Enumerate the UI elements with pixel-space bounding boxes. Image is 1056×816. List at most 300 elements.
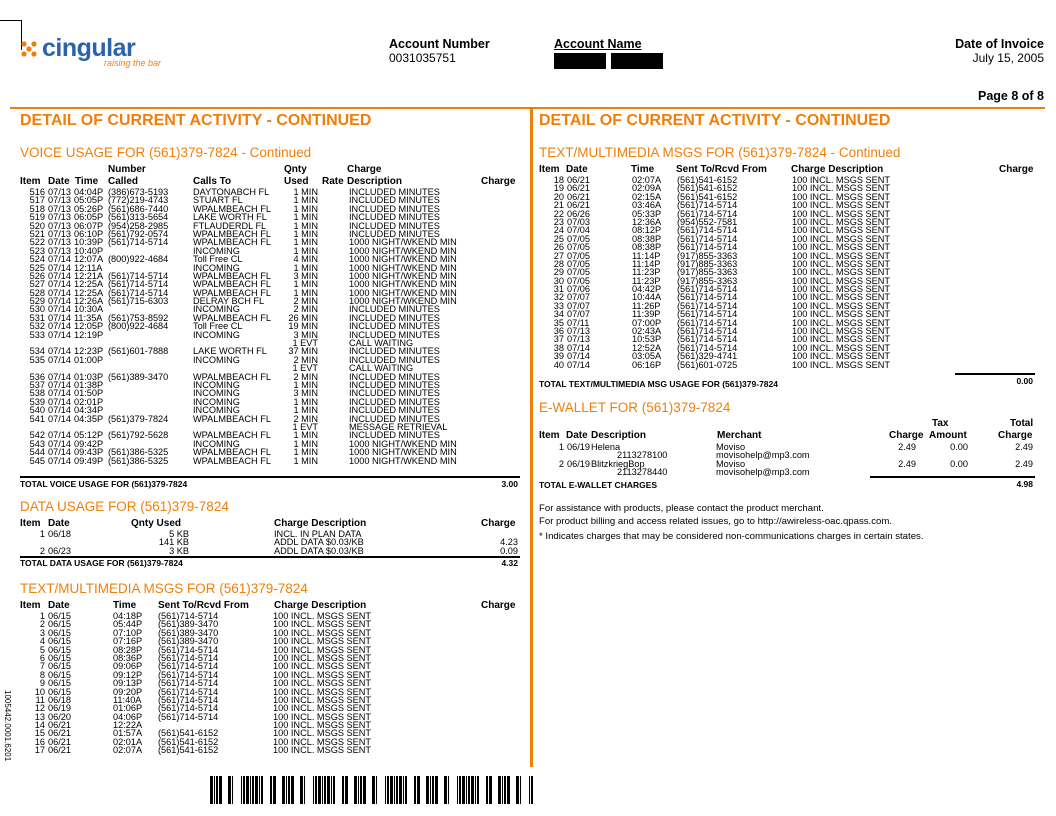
cell-date: 07/13 (48, 212, 71, 223)
col-merchant: Merchant (717, 430, 762, 441)
cell-item: 26 (553, 242, 564, 253)
cell-date: 06/15 (48, 627, 71, 638)
cell-description: 100 INCL. MSGS SENT (792, 216, 891, 227)
table-row (539, 352, 1035, 360)
cell-date: 07/14 (48, 405, 71, 416)
cell-time: 01:06P (113, 703, 143, 714)
barcode-bar (489, 776, 492, 804)
cell-time: 02:09A (632, 183, 662, 194)
cell-description: 100 INCL. MSGS SENT (792, 191, 891, 202)
cell-time: 12:21A (74, 270, 104, 281)
cell-calls-to: WPALMBEACH FL (193, 287, 271, 298)
cell-description: 100 INCL. MSGS SENT (792, 342, 891, 353)
cell-item: 528 (29, 287, 45, 298)
cell-description: INCLUDED MINUTES (349, 312, 440, 323)
cell-date: 07/14 (48, 287, 71, 298)
cell-description: 100 INCL. MSGS SENT (792, 351, 891, 362)
cell-date: 07/14 (48, 388, 71, 399)
barcode-bar (385, 776, 386, 804)
cell-time: 04:42P (632, 284, 662, 295)
cell-time: 01:50P (74, 388, 104, 399)
table-row (539, 243, 1035, 251)
cell-time: 05:05P (74, 195, 104, 206)
cell-description: 100 INCL. MSGS SENT (792, 284, 891, 295)
cell-date: 06/18 (48, 694, 71, 705)
data-total-amount: 4.32 (501, 558, 518, 568)
text-msgs-continued-title: TEXT/MULTIMEDIA MSGS FOR (561)379-7824 - Continued (539, 145, 901, 160)
cell-description: 100 INCL. MSGS SENT (792, 292, 891, 303)
cell-description: 100 INCL. MSGS SENT (273, 636, 372, 647)
cell-item: 20 (553, 191, 564, 202)
cell-time: 09:43P (74, 447, 104, 458)
cell-item: 10 (34, 686, 45, 697)
cell-date: 07/05 (567, 258, 590, 269)
cell-description: 100 INCL. MSGS SENT (273, 694, 372, 705)
barcode-bar (261, 776, 263, 804)
table-row (539, 176, 1035, 184)
table-row (20, 688, 520, 696)
barcode-bar (387, 776, 389, 804)
cell-used: 1 MIN (293, 187, 318, 197)
cell-date: 06/21 (567, 183, 590, 194)
cell-date: 06/19 (567, 458, 590, 469)
cell-date: 07/13 (48, 187, 71, 197)
barcode-bar (243, 776, 245, 804)
col-date: Date (566, 164, 588, 175)
cell-time: 06:16P (632, 359, 662, 370)
cell-time: 04:06P (113, 711, 143, 722)
cell-description: 100 INCL. MSGS SENT (792, 250, 891, 261)
col-item: Item (20, 176, 41, 187)
cell-time: 12:07A (74, 254, 104, 265)
cell-used: 1 MIN (293, 228, 318, 239)
cell-used: 3 MIN (293, 270, 318, 281)
voice-total-amount: 3.00 (501, 479, 518, 489)
cell-used: 1 EVT (292, 338, 318, 349)
cell-used: 1 MIN (293, 237, 318, 248)
cell-used: 1 MIN (293, 430, 318, 441)
cell-description: 100 INCL. MSGS SENT (273, 720, 372, 731)
cell-item: 521 (29, 228, 45, 239)
barcode-bar (403, 776, 404, 804)
cell-date: 07/14 (48, 329, 71, 340)
cell-merchant: Moviso (716, 458, 746, 469)
barcode-bar (318, 776, 321, 804)
cell-time: 11:14P (632, 258, 661, 269)
cell-item: 38 (553, 342, 564, 353)
table-row (20, 538, 520, 546)
cell-sent-to: (561)714-5714 (677, 317, 738, 328)
cell-used: 1 MIN (293, 287, 318, 298)
barcode-bar (360, 776, 362, 804)
cell-charge: 2.49 (898, 442, 916, 452)
table-row (20, 457, 520, 465)
cell-sent-to: (561)541-6152 (158, 745, 219, 756)
cell-item: 535 (29, 354, 45, 365)
barcode-bar (430, 776, 431, 804)
cell-item: 29 (553, 267, 564, 278)
barcode-bar (426, 776, 429, 804)
cell-number: (561)386-5325 (108, 455, 169, 466)
invoice-date-block (955, 37, 1044, 65)
barcode-bar (432, 776, 434, 804)
barcode-bar (273, 776, 276, 804)
cell-calls-to: WPALMBEACH FL (193, 279, 271, 290)
cell-date: 07/07 (567, 292, 590, 303)
cell-calls-to: INCOMING (193, 405, 240, 416)
cell-calls-to: LAKE WORTH FL (193, 346, 267, 357)
col-item: Item (539, 164, 560, 175)
table-row (20, 637, 520, 645)
cell-used: 26 MIN (288, 312, 318, 323)
barcode-bar (399, 776, 402, 804)
logo-wordmark: cingular (42, 34, 136, 62)
cell-description: INCLUDED MINUTES (349, 203, 440, 214)
cell-date: 07/14 (48, 371, 71, 382)
cell-sent-to: (561)714-5714 (677, 284, 738, 295)
col-item: Item (539, 430, 560, 441)
barcode-bar (210, 776, 213, 804)
cell-description: 100 INCL. MSGS SENT (792, 233, 891, 244)
col-item: Item (20, 518, 41, 529)
cell-item: 519 (29, 212, 45, 223)
cell-description: INCLUDED MINUTES (349, 430, 440, 441)
cell-number: (561)386-5325 (108, 447, 169, 458)
cell-date: 07/13 (567, 326, 590, 337)
cell-item: 524 (29, 254, 45, 265)
cell-date: 06/21 (567, 175, 590, 185)
cell-sent-to: (561)714-5714 (677, 326, 738, 337)
cell-sent-to: (561)714-5714 (158, 669, 219, 680)
cell-item: 14 (34, 720, 45, 731)
cell-date: 07/05 (567, 242, 590, 253)
col-item: Item (20, 600, 41, 611)
cell-calls-to: Toll Free CL (193, 254, 243, 265)
cell-description: INCLUDED MINUTES (349, 371, 440, 382)
barcode-bar (358, 776, 359, 804)
cell-calls-to: LAKE WORTH FL (193, 212, 267, 223)
cell-date: 06/20 (48, 711, 71, 722)
cell-date: 06/15 (48, 644, 71, 655)
cell-time: 01:38P (74, 379, 104, 390)
cell-description: INCLUDED MINUTES (349, 413, 440, 424)
cell-item: 15 (34, 728, 45, 739)
table-row (539, 302, 1035, 310)
voice-total-rule (20, 476, 520, 478)
table-row (539, 210, 1035, 218)
cell-item: 23 (553, 216, 564, 227)
barcode-bar (342, 776, 344, 804)
cell-date: 07/14 (48, 413, 71, 424)
cell-sent-to: (561)714-5714 (677, 309, 738, 320)
cell-item: 529 (29, 296, 45, 307)
col-qnty-used: Qnty Used (131, 518, 182, 529)
voice-usage-title: VOICE USAGE FOR (561)379-7824 - Continued (20, 145, 312, 160)
barcode-bar (459, 776, 461, 804)
cell-sent-to: (561)541-6152 (677, 183, 738, 194)
data-total-label: TOTAL DATA USAGE FOR (561)379-7824 (20, 558, 183, 568)
cell-date: 06/21 (48, 728, 71, 739)
cell-calls-to: INCOMING (193, 379, 240, 390)
cell-time: 12:23P (74, 346, 104, 357)
cell-description: 100 INCL. MSGS SENT (792, 300, 891, 311)
cell-date: 07/14 (48, 379, 71, 390)
cell-item: 18 (553, 175, 564, 185)
cell-time: 08:38P (632, 242, 662, 253)
cell-charge: 4.23 (500, 537, 518, 548)
cell-calls-to: DAYTONABCH FL (193, 187, 270, 197)
redaction-bar (611, 53, 663, 69)
cell-calls-to: INCOMING (193, 388, 240, 399)
col-charge-description: Charge Description (274, 600, 367, 611)
cell-description: 100 INCL. MSGS SENT (792, 183, 891, 194)
col-tax-amount: Amount (929, 430, 967, 441)
col-charge-top: Charge (347, 164, 382, 175)
cell-calls-to: INCOMING (193, 245, 240, 256)
cell-number: (561)686-7440 (108, 203, 169, 214)
cell-used: 1 MIN (293, 212, 318, 223)
cell-used: 1 MIN (293, 396, 318, 407)
cell-used: 2 MIN (293, 304, 318, 315)
table-row (539, 335, 1035, 343)
barcode-bar (471, 776, 474, 804)
barcode-bar (477, 776, 479, 804)
cell-description: 1000 NIGHT/WKEND MIN (349, 270, 457, 281)
cell-description: INCLUDED MINUTES (349, 195, 440, 206)
cell-item: 1 (39, 611, 45, 621)
cell-description: INCLUDED MINUTES (349, 329, 440, 340)
cell-time: 07:00P (632, 317, 662, 328)
right-section-title: DETAIL OF CURRENT ACTIVITY - CONTINUED (539, 112, 891, 129)
cell-time: 06:10P (74, 228, 104, 239)
cell-description: INCLUDED MINUTES (349, 321, 440, 332)
cell-description: ADDL DATA $0.03/KB (274, 545, 364, 556)
cell-date: 07/04 (567, 225, 590, 236)
cell-used: 3 MIN (293, 388, 318, 399)
cell-date: 07/14 (48, 296, 71, 307)
col-charge: Charge (481, 518, 516, 529)
cell-number: (800)922-4684 (108, 254, 169, 265)
cell-time: 08:12P (632, 225, 662, 236)
cell-time: 11:14P (632, 250, 661, 261)
cell-item: 541 (29, 413, 45, 424)
cell-sent-to: (561)714-5714 (158, 661, 219, 672)
cell-calls-to: Toll Free CL (193, 321, 243, 332)
col-charge-description: Charge Description (274, 518, 367, 529)
invoice-date-label: Date of Invoice (955, 37, 1044, 51)
cell-description: 100 INCL. MSGS SENT (273, 736, 372, 747)
cell-description: 100 INCL. MSGS SENT (792, 359, 891, 370)
cell-description: 100 INCL. MSGS SENT (273, 611, 372, 621)
cell-item: 543 (29, 438, 45, 449)
table-row (20, 629, 520, 637)
cell-charge: 0.09 (500, 545, 518, 556)
cell-number: (561)792-5628 (108, 430, 169, 441)
cell-item: 526 (29, 270, 45, 281)
cell-sent-to: (561)714-5714 (158, 678, 219, 689)
cell-time: 02:43A (632, 326, 662, 337)
cell-sent-to: (917)855-3363 (677, 267, 738, 278)
cell-item: 2 (39, 545, 45, 556)
cell-item: 24 (553, 225, 564, 236)
cell-used: 1 MIN (293, 195, 318, 206)
barcode-bar (214, 776, 215, 804)
barcode-bar (516, 776, 519, 804)
cell-description: 100 INCL. MSGS SENT (792, 275, 891, 286)
cell-time: 07:10P (113, 627, 143, 638)
cell-date: 07/05 (567, 233, 590, 244)
note-billing: For product billing and access related issues, go to http://awireless-oac.qpass.com. (539, 516, 893, 527)
barcode-bar (466, 776, 467, 804)
cell-used: 1 MIN (293, 447, 318, 458)
cell-total: 2.49 (1015, 458, 1033, 469)
cell-item: 531 (29, 312, 45, 323)
cell-description: Helena (591, 442, 621, 452)
cell-description: 100 INCL. MSGS SENT (792, 225, 891, 236)
cell-item: 34 (553, 309, 564, 320)
cell-item: 31 (553, 284, 564, 295)
table-row (20, 713, 520, 721)
cell-time: 04:18P (113, 611, 143, 621)
cell-calls-to: WPALMBEACH FL (193, 371, 271, 382)
barcode-bar (502, 776, 503, 804)
cell-number: (561)601-7888 (108, 346, 169, 357)
table-row (539, 344, 1035, 352)
cell-time: 05:26P (74, 203, 104, 214)
col-time: Time (113, 600, 137, 611)
cell-item: 517 (29, 195, 45, 206)
cell-calls-to: INCOMING (193, 262, 240, 273)
cell-item: 544 (29, 447, 45, 458)
cell-sent-to: (561)714-5714 (158, 686, 219, 697)
col-total-top: Total (1010, 418, 1034, 429)
barcode-bar (405, 776, 407, 804)
cell-total: 2.49 (1015, 442, 1033, 452)
cell-item: 1 (39, 529, 45, 539)
cell-description: 1000 NIGHT/WKEND MIN (349, 287, 457, 298)
cell-date: 07/14 (48, 438, 71, 449)
col-charge: Charge (481, 600, 516, 611)
table-row (20, 679, 520, 687)
cell-time: 08:36P (113, 652, 143, 663)
table-row (20, 620, 520, 628)
cell-description: 100 INCL. MSGS SENT (792, 242, 891, 253)
table-row (20, 530, 520, 538)
cell-item: 542 (29, 430, 45, 441)
cell-time: 12:19P (74, 329, 104, 340)
text-total-label: TOTAL TEXT/MULTIMEDIA MSG USAGE FOR (561)379-7824 (539, 379, 778, 389)
table-row (539, 327, 1035, 335)
cell-item: 7 (39, 661, 45, 672)
cell-item: 545 (29, 455, 45, 466)
cell-item: 4 (39, 636, 45, 647)
cell-time: 01:03P (74, 371, 104, 382)
cell-item: 40 (553, 359, 564, 370)
cell-date: 06/15 (48, 661, 71, 672)
table-row (539, 235, 1035, 243)
cell-sent-to: (561)601-0725 (677, 359, 738, 370)
cell-description: 100 INCL. MSGS SENT (273, 711, 372, 722)
cell-date: 06/15 (48, 611, 71, 621)
text-total-amount: 0.00 (1016, 376, 1033, 386)
cell-date: 07/14 (48, 270, 71, 281)
cell-time: 10:40P (74, 245, 104, 256)
barcode-bar (390, 776, 393, 804)
cell-time: 12:52A (632, 342, 662, 353)
cell-description: 1000 NIGHT/WKEND MIN (349, 237, 457, 248)
cell-description: INCLUDED MINUTES (349, 354, 440, 365)
cell-sent-to: (561)714-5714 (677, 342, 738, 353)
cell-time: 11:26P (632, 300, 661, 311)
cell-description: 1000 NIGHT/WKEND MIN (349, 455, 457, 466)
barcode-bar (417, 776, 420, 804)
cell-number: (561)792-0574 (108, 228, 169, 239)
cell-charge: 2.49 (898, 458, 916, 469)
cell-date: 06/15 (48, 686, 71, 697)
cell-description: 1000 NIGHT/WKEND MIN (349, 438, 457, 449)
table-row (20, 654, 520, 662)
cell-item: 9 (39, 678, 45, 689)
barcode-bar (363, 776, 366, 804)
cell-description: 100 INCL. MSGS SENT (273, 644, 372, 655)
barcode-bar (354, 776, 357, 804)
cell-used: 2 MIN (293, 296, 318, 307)
cell-description: 100 INCL. MSGS SENT (792, 258, 891, 269)
cell-date: 07/14 (48, 321, 71, 332)
cell-calls-to: WPALMBEACH FL (193, 270, 271, 281)
cell-sent-to: (561)389-3470 (158, 619, 219, 630)
cell-number: (561)714-5714 (108, 270, 169, 281)
cell-tax: 0.00 (950, 458, 968, 469)
cell-time: 05:33P (632, 208, 662, 219)
cell-item: 28 (553, 258, 564, 269)
text-msgs-table (20, 612, 520, 755)
col-called: Called (108, 176, 139, 187)
cell-item: 25 (553, 233, 564, 244)
cell-item: 30 (553, 275, 564, 286)
cell-description: 1000 NIGHT/WKEND MIN (349, 447, 457, 458)
cell-description: INCLUDED MINUTES (349, 388, 440, 399)
cell-date: 06/15 (48, 619, 71, 630)
postal-barcode (210, 776, 534, 804)
cell-sent-to: (561)714-5714 (158, 652, 219, 663)
cell-time: 08:28P (113, 644, 143, 655)
cell-used: 2 MIN (293, 413, 318, 424)
barcode-bar (486, 776, 488, 804)
cell-sent-to: (561)714-5714 (677, 208, 738, 219)
table-row (20, 662, 520, 670)
cell-description: 100 INCL. MSGS SENT (792, 267, 891, 278)
barcode-bar (315, 776, 317, 804)
cell-date: 07/13 (48, 237, 71, 248)
table-row (20, 547, 520, 555)
barcode-bar (300, 776, 303, 804)
cell-description: CALL WAITING (349, 338, 414, 349)
barcode-bar (520, 776, 521, 804)
cell-time: 10:30A (74, 304, 104, 315)
cell-time: 11:35A (74, 312, 103, 323)
cell-description: 1000 NIGHT/WKEND MIN (349, 245, 457, 256)
cell-date: 06/21 (567, 200, 590, 211)
cell-description: 100 INCL. MSGS SENT (273, 745, 372, 756)
cell-description: INCL. IN PLAN DATA (274, 529, 362, 539)
cell-item: 1 (558, 442, 564, 452)
cell-description: 100 INCL. MSGS SENT (792, 208, 891, 219)
page-number: Page 8 of 8 (978, 89, 1044, 103)
cell-used: 1 MIN (293, 379, 318, 390)
table-row (539, 218, 1035, 226)
cell-sent-to: (561)714-5714 (158, 694, 219, 705)
